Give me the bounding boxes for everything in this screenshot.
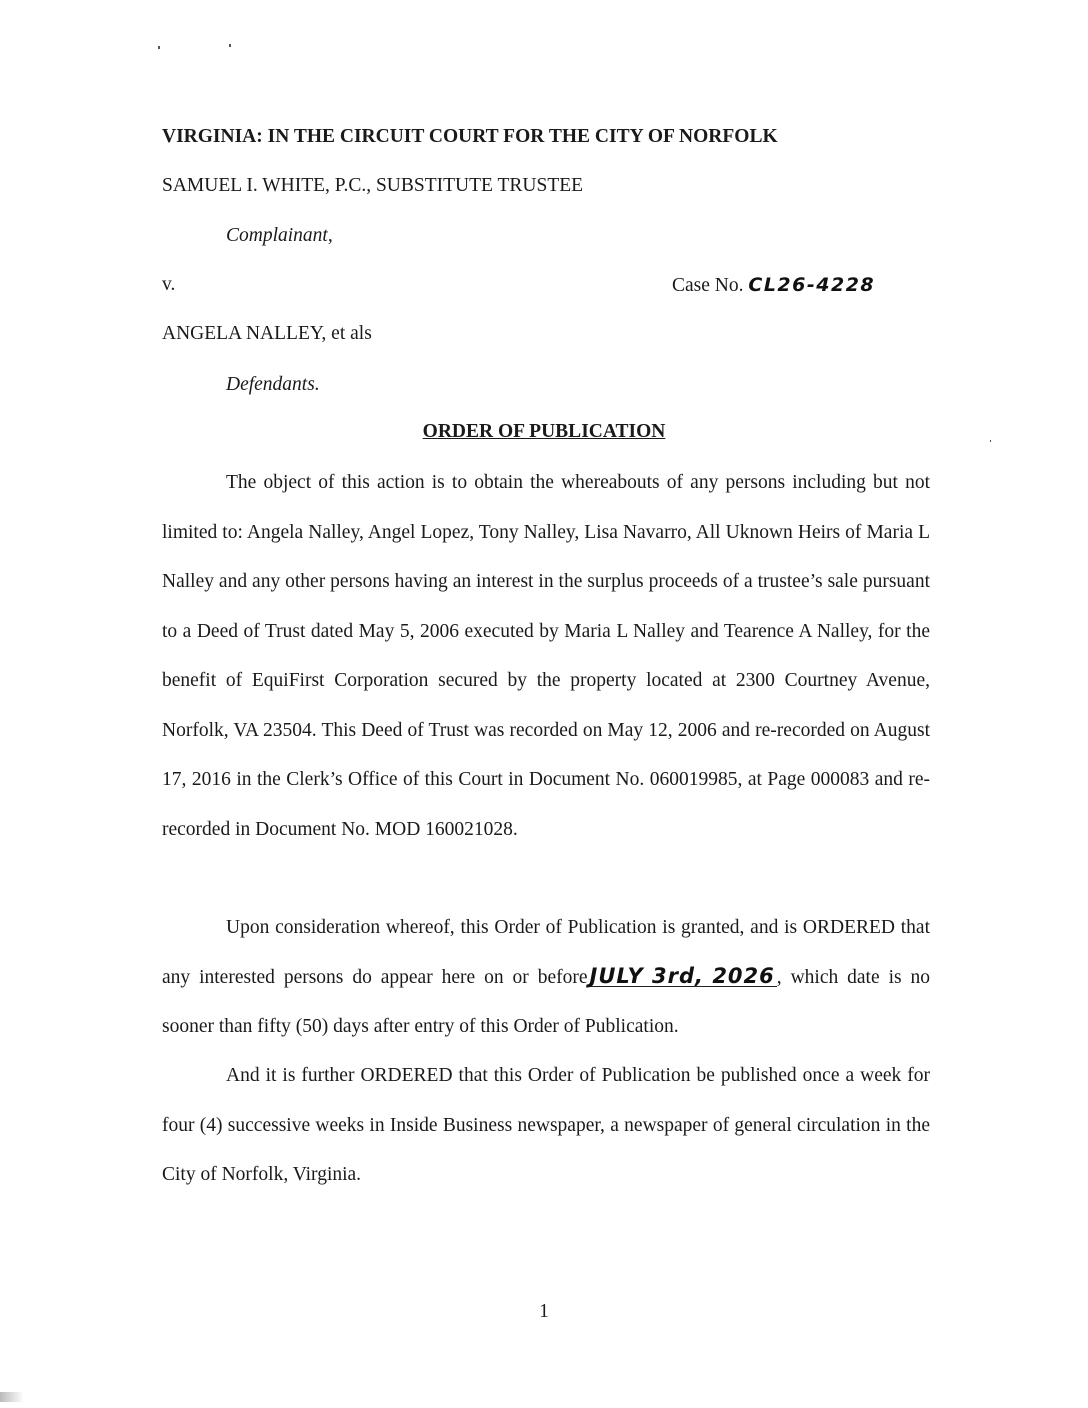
appearance-text: Upon consideration whereof, this Order of Publication is granted, and is ORDERED that any interested persons do appear here on or before <box>162 917 930 988</box>
defendant-name: ANGELA NALLEY, et als <box>162 323 372 344</box>
appearance-text-end: , which date is no sooner than fifty (50) days after entry of this Order of Publication. <box>162 966 930 1037</box>
defendant-role: Defendants. <box>226 374 320 395</box>
case-number <box>672 273 875 298</box>
court-heading: VIRGINIA: IN THE CIRCUIT COURT FOR THE CITY OF NORFOLK <box>162 126 778 147</box>
versus-label: v. <box>162 274 176 295</box>
order-paragraph-publication: And it is further ORDERED that this Order of Publication be published once a week for four (4) successive weeks in Inside Business newspaper, a newspaper of general circulation in the City of Norfolk, Virginia. <box>162 1065 930 1185</box>
complainant-name: SAMUEL I. WHITE, P.C., SUBSTITUTE TRUSTEE <box>162 175 584 196</box>
appearance-date-handwritten: JULY 3rd, 2026 <box>589 963 775 988</box>
scan-speck <box>158 46 160 49</box>
case-number-label: Case No. <box>672 275 744 296</box>
page-number: 1 <box>539 1301 549 1322</box>
scan-artifact <box>0 1392 24 1402</box>
order-paragraph-appearance <box>162 903 930 1052</box>
order-title: ORDER OF PUBLICATION <box>422 421 666 442</box>
order-paragraph-object: The object of this action is to obtain the whereabouts of any persons including but not limited to: Angela Nalley, Angel Lopez, Tony Nalley, Lisa Navarro, All Uknown Heirs of Maria L Nalley and any other persons having an interest in the surplus proceeds of a trustee’s sale pursuant to a Deed of Trust dated May 5, 2006 executed by Maria L Nalley and Tearence A Nalley, for the benefit of EquiFirst Corporation secured by the property located at 2300 Courtney Avenue, Norfolk, VA 23504. This Deed of Trust was recorded on May 12, 2006 and re-recorded on August 17, 2016 in the Clerk’s Office of this Court in Document No. 060019985, at Page 000083 and re-recorded in Document No. MOD 160021028. <box>162 472 930 840</box>
complainant-role: Complainant, <box>226 225 333 246</box>
case-number-handwritten: CL26-4228 <box>748 274 876 296</box>
scan-speck <box>229 44 231 47</box>
